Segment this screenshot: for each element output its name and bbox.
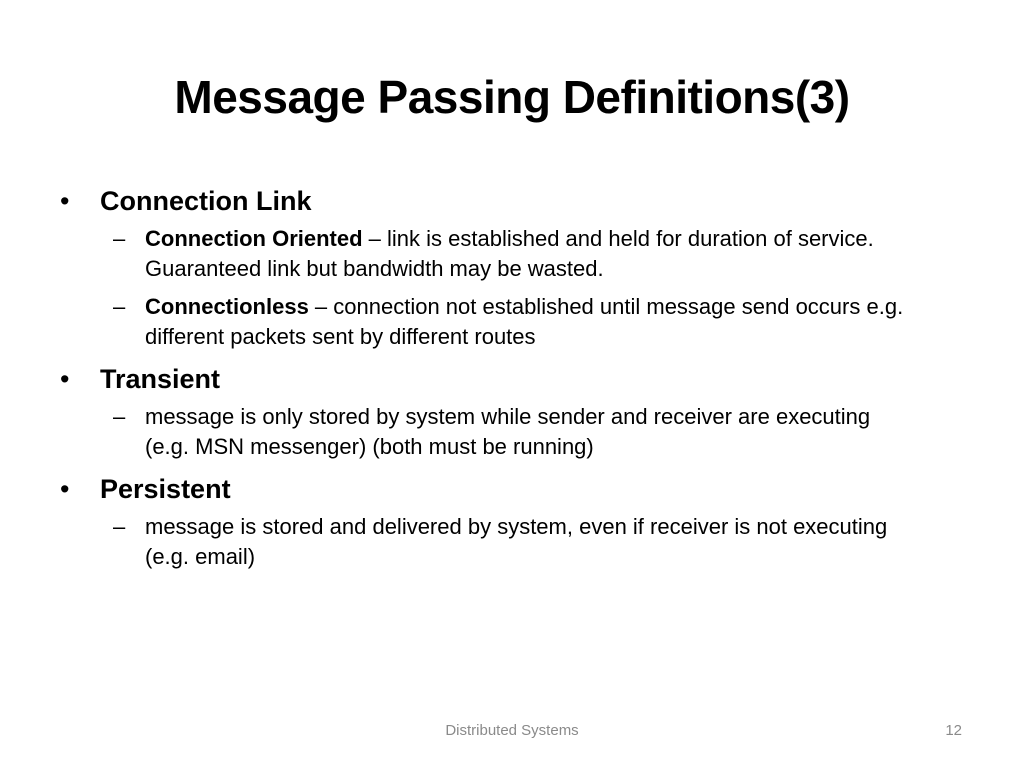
subbullet-term: Connectionless [145, 294, 309, 319]
subbullet-connectionless [60, 292, 905, 352]
slide-body [60, 182, 960, 580]
subbullet-term: Connection Oriented [145, 226, 363, 251]
bullet-icon: • [60, 364, 70, 394]
subbullet-text: message is stored and delivered by system, even if receiver is not executing (e.g. email) [145, 514, 888, 569]
dash-icon: – [113, 514, 126, 539]
subbullet-text: – link is established and held for duration of service. Guaranteed link but bandwidth may be wasted. [145, 226, 874, 281]
subbullet-text: – connection not established until message send occurs e.g. different packets sent by different routes [145, 294, 904, 349]
slide-title: Message Passing Definitions(3) [174, 71, 850, 123]
subbullet-persistent-desc [60, 512, 905, 572]
subbullet-text: message is only stored by system while sender and receiver are executing (e.g. MSN messenger) (both must be running) [145, 404, 871, 459]
bullet-icon: • [60, 186, 70, 216]
subbullet-connection-oriented [60, 224, 905, 284]
bullet-persistent [60, 470, 960, 508]
dash-icon: – [113, 226, 126, 251]
bullet-transient [60, 360, 960, 398]
subbullet-transient-desc [60, 402, 905, 462]
bullet-heading: Persistent [100, 474, 231, 504]
bullet-connection-link [60, 182, 960, 220]
bullet-heading: Connection Link [100, 186, 312, 216]
slide-footer: Distributed Systems [445, 722, 579, 739]
page-number: 12 [945, 722, 962, 739]
bullet-icon: • [60, 474, 70, 504]
bullet-heading: Transient [100, 364, 221, 394]
dash-icon: – [113, 294, 126, 319]
dash-icon: – [113, 404, 126, 429]
